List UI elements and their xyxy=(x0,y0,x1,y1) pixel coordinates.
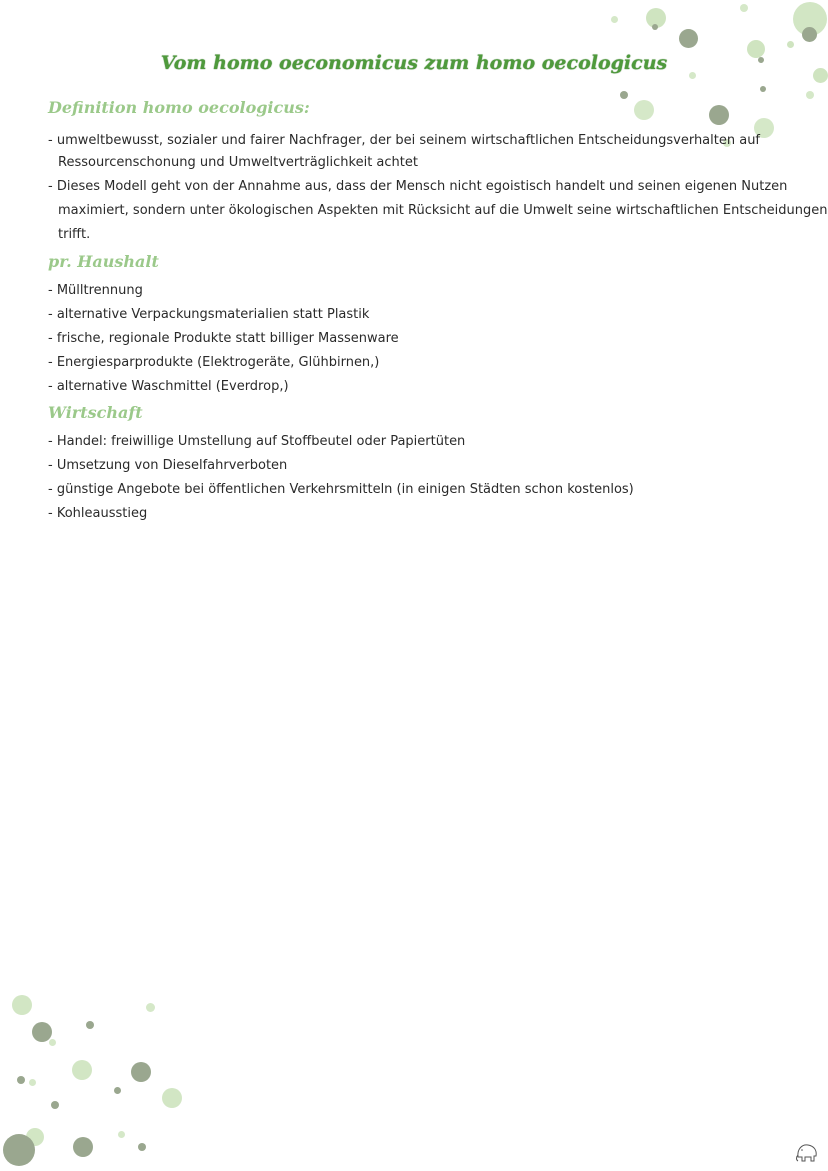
dot xyxy=(32,1022,52,1042)
dot xyxy=(72,1060,92,1080)
dot xyxy=(760,86,766,92)
dot xyxy=(802,27,817,42)
heading-definition: Definition homo oecologicus: xyxy=(48,98,310,117)
elephant-logo-icon xyxy=(794,1139,820,1165)
text-line: maximiert, sondern unter ökologischen Aspekten mit Rücksicht auf die Umwelt seine wirtschaftlichen Entscheidungen xyxy=(58,203,828,218)
list-item: - Energiesparprodukte (Elektrogeräte, Glühbirnen,) xyxy=(48,355,380,370)
text-line: trifft. xyxy=(58,227,91,242)
dot xyxy=(806,91,814,99)
page-title: Vom homo oeconomicus zum homo oecologicus xyxy=(160,52,668,74)
list-item: - frische, regionale Produkte statt billiger Massenware xyxy=(48,331,399,346)
text-line: - umweltbewusst, sozialer und fairer Nachfrager, der bei seinem wirtschaftlichen Entscheidungsverhalten auf xyxy=(48,133,761,148)
dot xyxy=(3,1134,35,1166)
dot xyxy=(787,41,794,48)
dot xyxy=(652,24,658,30)
dot xyxy=(49,1039,56,1046)
list-item: - Handel: freiwillige Umstellung auf Stoffbeutel oder Papiertüten xyxy=(48,434,466,449)
list-item: - Mülltrennung xyxy=(48,283,143,298)
list-item: - Kohleausstieg xyxy=(48,506,148,521)
dot xyxy=(162,1088,182,1108)
dot xyxy=(709,105,729,125)
dot xyxy=(51,1101,59,1109)
list-item: - günstige Angebote bei öffentlichen Verkehrsmitteln (in einigen Städten schon kostenlos) xyxy=(48,482,634,497)
dot xyxy=(611,16,618,23)
dot xyxy=(17,1076,25,1084)
dot xyxy=(740,4,748,12)
dot xyxy=(131,1062,151,1082)
heading-haushalt: pr. Haushalt xyxy=(48,252,159,271)
dot xyxy=(86,1021,94,1029)
dot xyxy=(634,100,654,120)
heading-wirtschaft: Wirtschaft xyxy=(48,403,143,422)
list-item: - alternative Verpackungsmaterialien statt Plastik xyxy=(48,307,370,322)
list-item: - Umsetzung von Dieselfahrverboten xyxy=(48,458,288,473)
dot xyxy=(118,1131,125,1138)
dot xyxy=(679,29,698,48)
dot xyxy=(114,1087,121,1094)
dot xyxy=(620,91,628,99)
dot xyxy=(12,995,32,1015)
text-line: - Dieses Modell geht von der Annahme aus, dass der Mensch nicht egoistisch handelt und seinen eigenen Nutzen xyxy=(48,179,788,194)
dot xyxy=(138,1143,146,1151)
list-item: - alternative Waschmittel (Everdrop,) xyxy=(48,379,289,394)
dot xyxy=(146,1003,155,1012)
dot xyxy=(73,1137,93,1157)
text-line: Ressourcenschonung und Umweltverträglichkeit achtet xyxy=(58,155,418,170)
dot xyxy=(29,1079,36,1086)
